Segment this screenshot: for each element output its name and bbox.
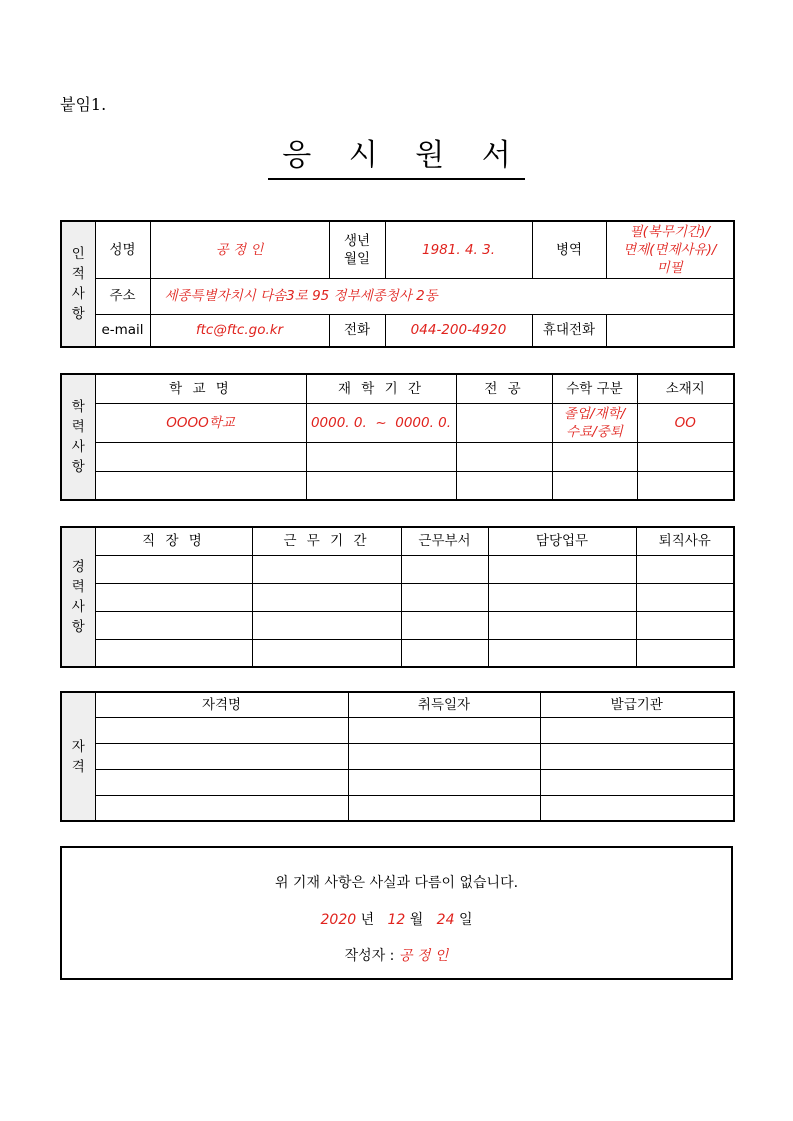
career-cell[interactable] bbox=[636, 555, 734, 583]
license-cell[interactable] bbox=[95, 769, 348, 795]
career-cell[interactable] bbox=[636, 639, 734, 667]
education-side-label: 학 력 사 항 bbox=[61, 374, 95, 500]
table-row bbox=[61, 471, 734, 500]
date-month[interactable]: 12 bbox=[387, 912, 406, 928]
license-cell[interactable] bbox=[95, 795, 348, 821]
table-row bbox=[61, 769, 734, 795]
edu-cell[interactable] bbox=[637, 442, 734, 471]
career-cell[interactable] bbox=[401, 639, 488, 667]
career-side-label: 경 력 사 항 bbox=[61, 527, 95, 667]
military-label: 병역 bbox=[532, 221, 606, 278]
license-cell[interactable] bbox=[348, 769, 540, 795]
table-row bbox=[61, 527, 734, 555]
table-row bbox=[61, 639, 734, 667]
form-title: 응 시 원 서 bbox=[268, 136, 525, 180]
career-cell[interactable] bbox=[95, 639, 252, 667]
table-row bbox=[61, 403, 734, 442]
date-day-unit: 일 bbox=[458, 912, 473, 928]
table-row bbox=[61, 692, 734, 717]
birth-value[interactable]: 1981. 4. 3. bbox=[385, 221, 532, 278]
table-row bbox=[61, 555, 734, 583]
license-side-label: 자 격 bbox=[61, 692, 95, 821]
edu-cell[interactable] bbox=[306, 471, 456, 500]
date-year[interactable]: 2020 bbox=[320, 912, 357, 928]
edu-cell[interactable] bbox=[456, 442, 552, 471]
form-title-wrap bbox=[0, 136, 793, 180]
license-header-issuer: 발급기관 bbox=[540, 692, 734, 717]
license-cell[interactable] bbox=[348, 743, 540, 769]
career-cell[interactable] bbox=[401, 555, 488, 583]
address-value[interactable]: 세종특별자치시 다솜3로 95 정부세종청사 2동 bbox=[150, 278, 734, 314]
career-header-company: 직 장 명 bbox=[95, 527, 252, 555]
license-cell[interactable] bbox=[348, 717, 540, 743]
license-cell[interactable] bbox=[540, 743, 734, 769]
table-row bbox=[61, 278, 734, 314]
education-table bbox=[60, 373, 735, 501]
table-row bbox=[61, 583, 734, 611]
license-table bbox=[60, 691, 735, 822]
edu-cell[interactable] bbox=[306, 442, 456, 471]
table-row bbox=[61, 611, 734, 639]
phone-label: 전화 bbox=[329, 314, 385, 347]
address-label: 주소 bbox=[95, 278, 150, 314]
career-cell[interactable] bbox=[488, 583, 636, 611]
table-row bbox=[61, 374, 734, 403]
table-row bbox=[61, 795, 734, 821]
edu-location-value[interactable]: OO bbox=[637, 403, 734, 442]
personal-info-table bbox=[60, 220, 735, 348]
license-header-date: 취득일자 bbox=[348, 692, 540, 717]
edu-header-status: 수학 구분 bbox=[552, 374, 637, 403]
writer-name[interactable]: 공 정 인 bbox=[398, 948, 449, 964]
career-cell[interactable] bbox=[401, 583, 488, 611]
mobile-label: 휴대전화 bbox=[532, 314, 606, 347]
name-label: 성명 bbox=[95, 221, 150, 278]
edu-cell[interactable] bbox=[552, 471, 637, 500]
edu-header-period: 재 학 기 간 bbox=[306, 374, 456, 403]
edu-cell[interactable] bbox=[552, 442, 637, 471]
table-row bbox=[61, 221, 734, 278]
career-header-period: 근 무 기 간 bbox=[252, 527, 401, 555]
career-cell[interactable] bbox=[252, 555, 401, 583]
edu-header-school: 학 교 명 bbox=[95, 374, 306, 403]
edu-cell[interactable] bbox=[456, 471, 552, 500]
edu-major-value[interactable] bbox=[456, 403, 552, 442]
career-cell[interactable] bbox=[488, 639, 636, 667]
edu-school-value[interactable]: OOOO학교 bbox=[95, 403, 306, 442]
edu-cell[interactable] bbox=[95, 442, 306, 471]
career-header-dept: 근무부서 bbox=[401, 527, 488, 555]
table-row bbox=[61, 743, 734, 769]
license-cell[interactable] bbox=[540, 769, 734, 795]
career-cell[interactable] bbox=[95, 555, 252, 583]
declaration-box bbox=[60, 846, 733, 980]
table-row bbox=[61, 717, 734, 743]
license-cell[interactable] bbox=[95, 717, 348, 743]
edu-cell[interactable] bbox=[637, 471, 734, 500]
license-cell[interactable] bbox=[348, 795, 540, 821]
declaration-date bbox=[62, 909, 731, 929]
edu-header-major: 전 공 bbox=[456, 374, 552, 403]
mobile-value[interactable] bbox=[606, 314, 734, 347]
declaration-writer bbox=[62, 945, 731, 965]
career-cell[interactable] bbox=[252, 611, 401, 639]
writer-label: 작성자 : bbox=[344, 948, 395, 964]
career-cell[interactable] bbox=[252, 639, 401, 667]
career-header-duty: 담당업무 bbox=[488, 527, 636, 555]
career-header-reason: 퇴직사유 bbox=[636, 527, 734, 555]
edu-status-value[interactable]: 졸업/재학/ 수료/중퇴 bbox=[552, 403, 637, 442]
license-cell[interactable] bbox=[540, 717, 734, 743]
edu-cell[interactable] bbox=[95, 471, 306, 500]
license-cell[interactable] bbox=[95, 743, 348, 769]
edu-period-value[interactable]: 0000. 0. ~ 0000. 0. bbox=[306, 403, 456, 442]
name-value[interactable]: 공 정 인 bbox=[150, 221, 329, 278]
birth-label: 생년 월일 bbox=[329, 221, 385, 278]
career-cell[interactable] bbox=[636, 583, 734, 611]
declaration-statement: 위 기재 사항은 사실과 다름이 없습니다. bbox=[274, 875, 519, 891]
attachment-label: 붙임1. bbox=[60, 95, 107, 114]
license-cell[interactable] bbox=[540, 795, 734, 821]
career-cell[interactable] bbox=[488, 611, 636, 639]
career-cell[interactable] bbox=[401, 611, 488, 639]
career-table bbox=[60, 526, 735, 668]
license-header-name: 자격명 bbox=[95, 692, 348, 717]
date-day[interactable]: 24 bbox=[436, 912, 455, 928]
email-label: e-mail bbox=[95, 314, 150, 347]
date-month-unit: 월 bbox=[409, 912, 424, 928]
career-cell[interactable] bbox=[252, 583, 401, 611]
phone-value[interactable]: 044-200-4920 bbox=[385, 314, 532, 347]
personal-side-label: 인 적 사 항 bbox=[61, 221, 95, 347]
military-value[interactable]: 필(복무기간)/ 면제(면제사유)/ 미필 bbox=[606, 221, 734, 278]
career-cell[interactable] bbox=[636, 611, 734, 639]
career-cell[interactable] bbox=[95, 611, 252, 639]
edu-header-location: 소재지 bbox=[637, 374, 734, 403]
table-row bbox=[61, 314, 734, 347]
career-cell[interactable] bbox=[95, 583, 252, 611]
email-value[interactable]: ftc@ftc.go.kr bbox=[150, 314, 329, 347]
table-row bbox=[61, 442, 734, 471]
career-cell[interactable] bbox=[488, 555, 636, 583]
date-year-unit: 년 bbox=[360, 912, 375, 928]
